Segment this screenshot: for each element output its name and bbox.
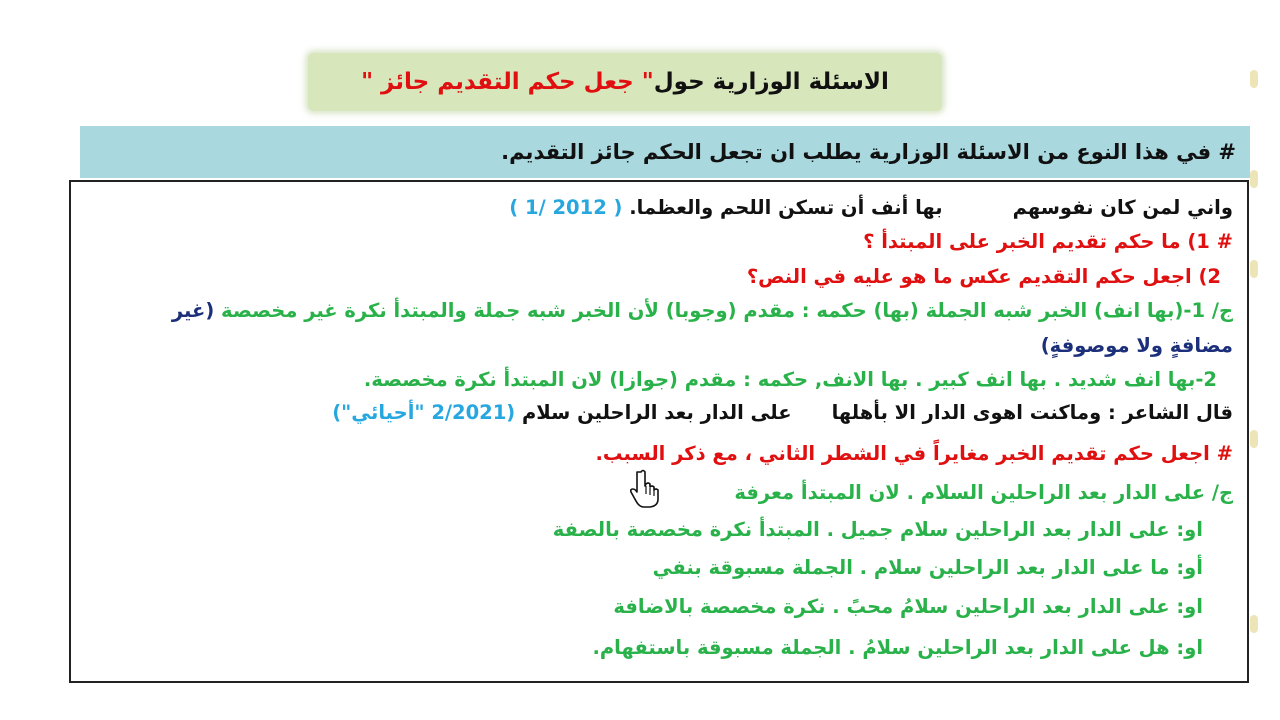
question-1: # 1) ما حكم تقديم الخبر على المبتدأ ؟ <box>863 230 1233 253</box>
page-title <box>308 53 942 111</box>
verse-2-intro: قال الشاعر : وماكنت اهوى الدار الا بأهلها <box>831 401 1233 424</box>
edge-decoration <box>1250 430 1258 448</box>
answer-line: او: هل على الدار بعد الراحلين سلامُ . الجملة مسبوقة باستفهام. <box>592 636 1203 659</box>
content-panel <box>69 180 1249 683</box>
edge-decoration <box>1250 260 1258 278</box>
verse-2-reference: (2/2021 "أحيائي") <box>332 401 516 424</box>
verse-1 <box>509 196 1233 219</box>
answer-line: ج/ على الدار بعد الراحلين السلام . لان المبتدأ معرفة <box>734 481 1233 504</box>
verse-1-part-1: واني لمن كان نفوسهم <box>1012 196 1233 219</box>
edge-decoration <box>1250 615 1258 633</box>
answer-line: او: على الدار بعد الراحلين سلامُ محبً . نكرة مخصصة بالاضافة <box>613 595 1203 618</box>
verse-1-part-2: بها أنف أن تسكن اللحم والعظما. <box>629 196 943 219</box>
answer-1 <box>172 299 1233 322</box>
intro-banner <box>80 126 1250 178</box>
verse-2 <box>332 401 1233 424</box>
answer-1-tail-start: (غير <box>171 299 215 322</box>
answer-line: أو: ما على الدار بعد الراحلين سلام . الجملة مسبوقة بنفي <box>652 556 1203 579</box>
answer-1-continued: مضافةٍ ولا موصوفةٍ) <box>1040 334 1233 357</box>
hand-pointer-icon <box>629 468 663 508</box>
question-3: # اجعل حكم تقديم الخبر مغايراً في الشطر الثاني ، مع ذكر السبب. <box>595 442 1233 465</box>
question-2: 2) اجعل حكم التقديم عكس ما هو عليه في النص؟ <box>746 265 1221 288</box>
title-highlight: " جعل حكم التقديم جائز " <box>361 69 654 95</box>
edge-decoration <box>1250 70 1258 88</box>
intro-text: # في هذا النوع من الاسئلة الوزارية يطلب ان تجعل الحكم جائز التقديم. <box>501 140 1236 164</box>
answer-2: 2-بها انف شديد . بها انف كبير . بها الانف, حكمه : مقدم (جوازا) لان المبتدأ نكرة مخصصة. <box>363 368 1217 391</box>
answer-1-main: ج/ 1-(بها انف) الخبر شبه الجملة (بها) حكمه : مقدم (وجوبا) لأن الخبر شبه جملة والمبتدأ نكرة غير مخصصة <box>221 299 1233 322</box>
answer-line: او: على الدار بعد الراحلين سلام جميل . المبتدأ نكرة مخصصة بالصفة <box>552 518 1203 541</box>
verse-1-reference: ( 2012 /1 ) <box>509 196 623 219</box>
edge-decoration <box>1250 170 1258 188</box>
title-prefix: الاسئلة الوزارية حول <box>653 69 889 95</box>
verse-2-part-2: على الدار بعد الراحلين سلام <box>522 401 792 424</box>
